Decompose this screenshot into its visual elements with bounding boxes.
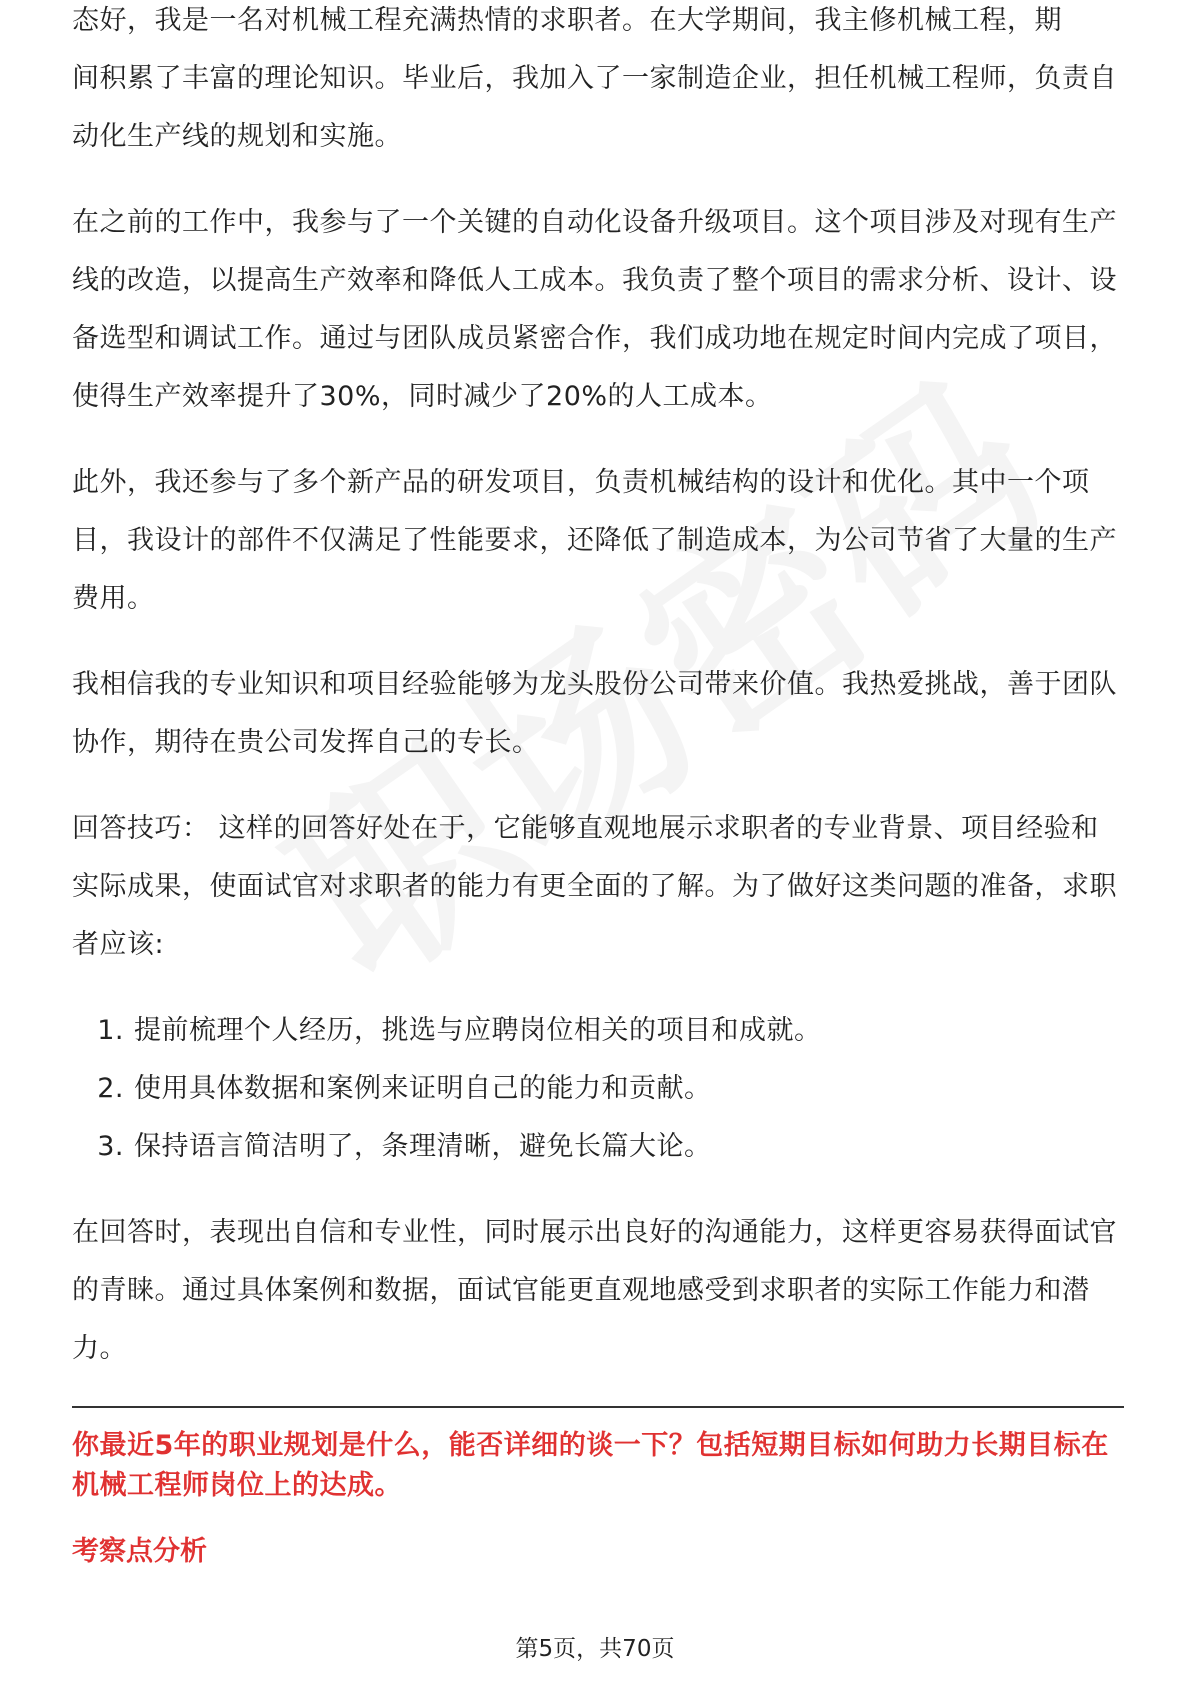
paragraph-intro: 间积累了丰富的理论知识。毕业后，我加入了一家制造企业，担任机械工程师，负责自动化生产线的规划和实施。 — [72, 63, 1117, 152]
interview-question: 你最近5年的职业规划是什么，能否详细的谈一下？包括短期目标如何助力长期目标在机械工程师岗位上的达成。 — [72, 1430, 1109, 1501]
section-divider — [72, 1406, 1124, 1408]
document-body — [72, 5, 1124, 1572]
list-item-text: 保持语言简洁明了，条理清晰，避免长篇大论。 — [134, 1131, 712, 1162]
list-item-number: 1. — [97, 1015, 124, 1046]
paragraph-closing: 在回答时，表现出自信和专业性，同时展示出良好的沟通能力，这样更容易获得面试官的青睐。通过具体案例和数据，面试官能更直观地感受到求职者的实际工作能力和潜力。 — [72, 1217, 1117, 1364]
list-item-text: 使用具体数据和案例来证明自己的能力和贡献。 — [134, 1073, 712, 1104]
list-item — [72, 1060, 1124, 1118]
list-item-number: 3. — [97, 1131, 124, 1162]
list-item-text: 提前梳理个人经历，挑选与应聘岗位相关的项目和成就。 — [134, 1015, 822, 1046]
paragraph-previous-work: 在之前的工作中，我参与了一个关键的自动化设备升级项目。这个项目涉及对现有生产线的改造，以提高生产效率和降低人工成本。我负责了整个项目的需求分析、设计、设备选型和调试工作。通过与团队成员紧密合作，我们成功地在规定时间内完成了项目，使得生产效率提升了30%，同时减少了20%的人工成本。 — [72, 207, 1117, 412]
paragraph-value: 我相信我的专业知识和项目经验能够为龙头股份公司带来价值。我热爱挑战，善于团队协作，期待在贵公司发挥自己的专长。 — [72, 669, 1117, 758]
paragraph-answer-tips: 回答技巧： 这样的回答好处在于，它能够直观地展示求职者的专业背景、项目经验和实际成果，使面试官对求职者的能力有更全面的了解。为了做好这类问题的准备，求职者应该: — [72, 813, 1117, 960]
list-item — [72, 1002, 1124, 1060]
list-item-number: 2. — [97, 1073, 124, 1104]
tips-list — [72, 1002, 1124, 1176]
paragraph-new-products: 此外，我还参与了多个新产品的研发项目，负责机械结构的设计和优化。其中一个项目，我设计的部件不仅满足了性能要求，还降低了制造成本，为公司节省了大量的生产费用。 — [72, 467, 1117, 614]
page-number-footer: 第5页，共70页 — [515, 1636, 675, 1662]
paragraph-intro-clipped-line: 态好，我是一名对机械工程充满热情的求职者。在大学期间，我主修机械工程，期 — [72, 5, 1062, 36]
section-title-analysis: 考察点分析 — [72, 1536, 207, 1567]
list-item — [72, 1118, 1124, 1176]
